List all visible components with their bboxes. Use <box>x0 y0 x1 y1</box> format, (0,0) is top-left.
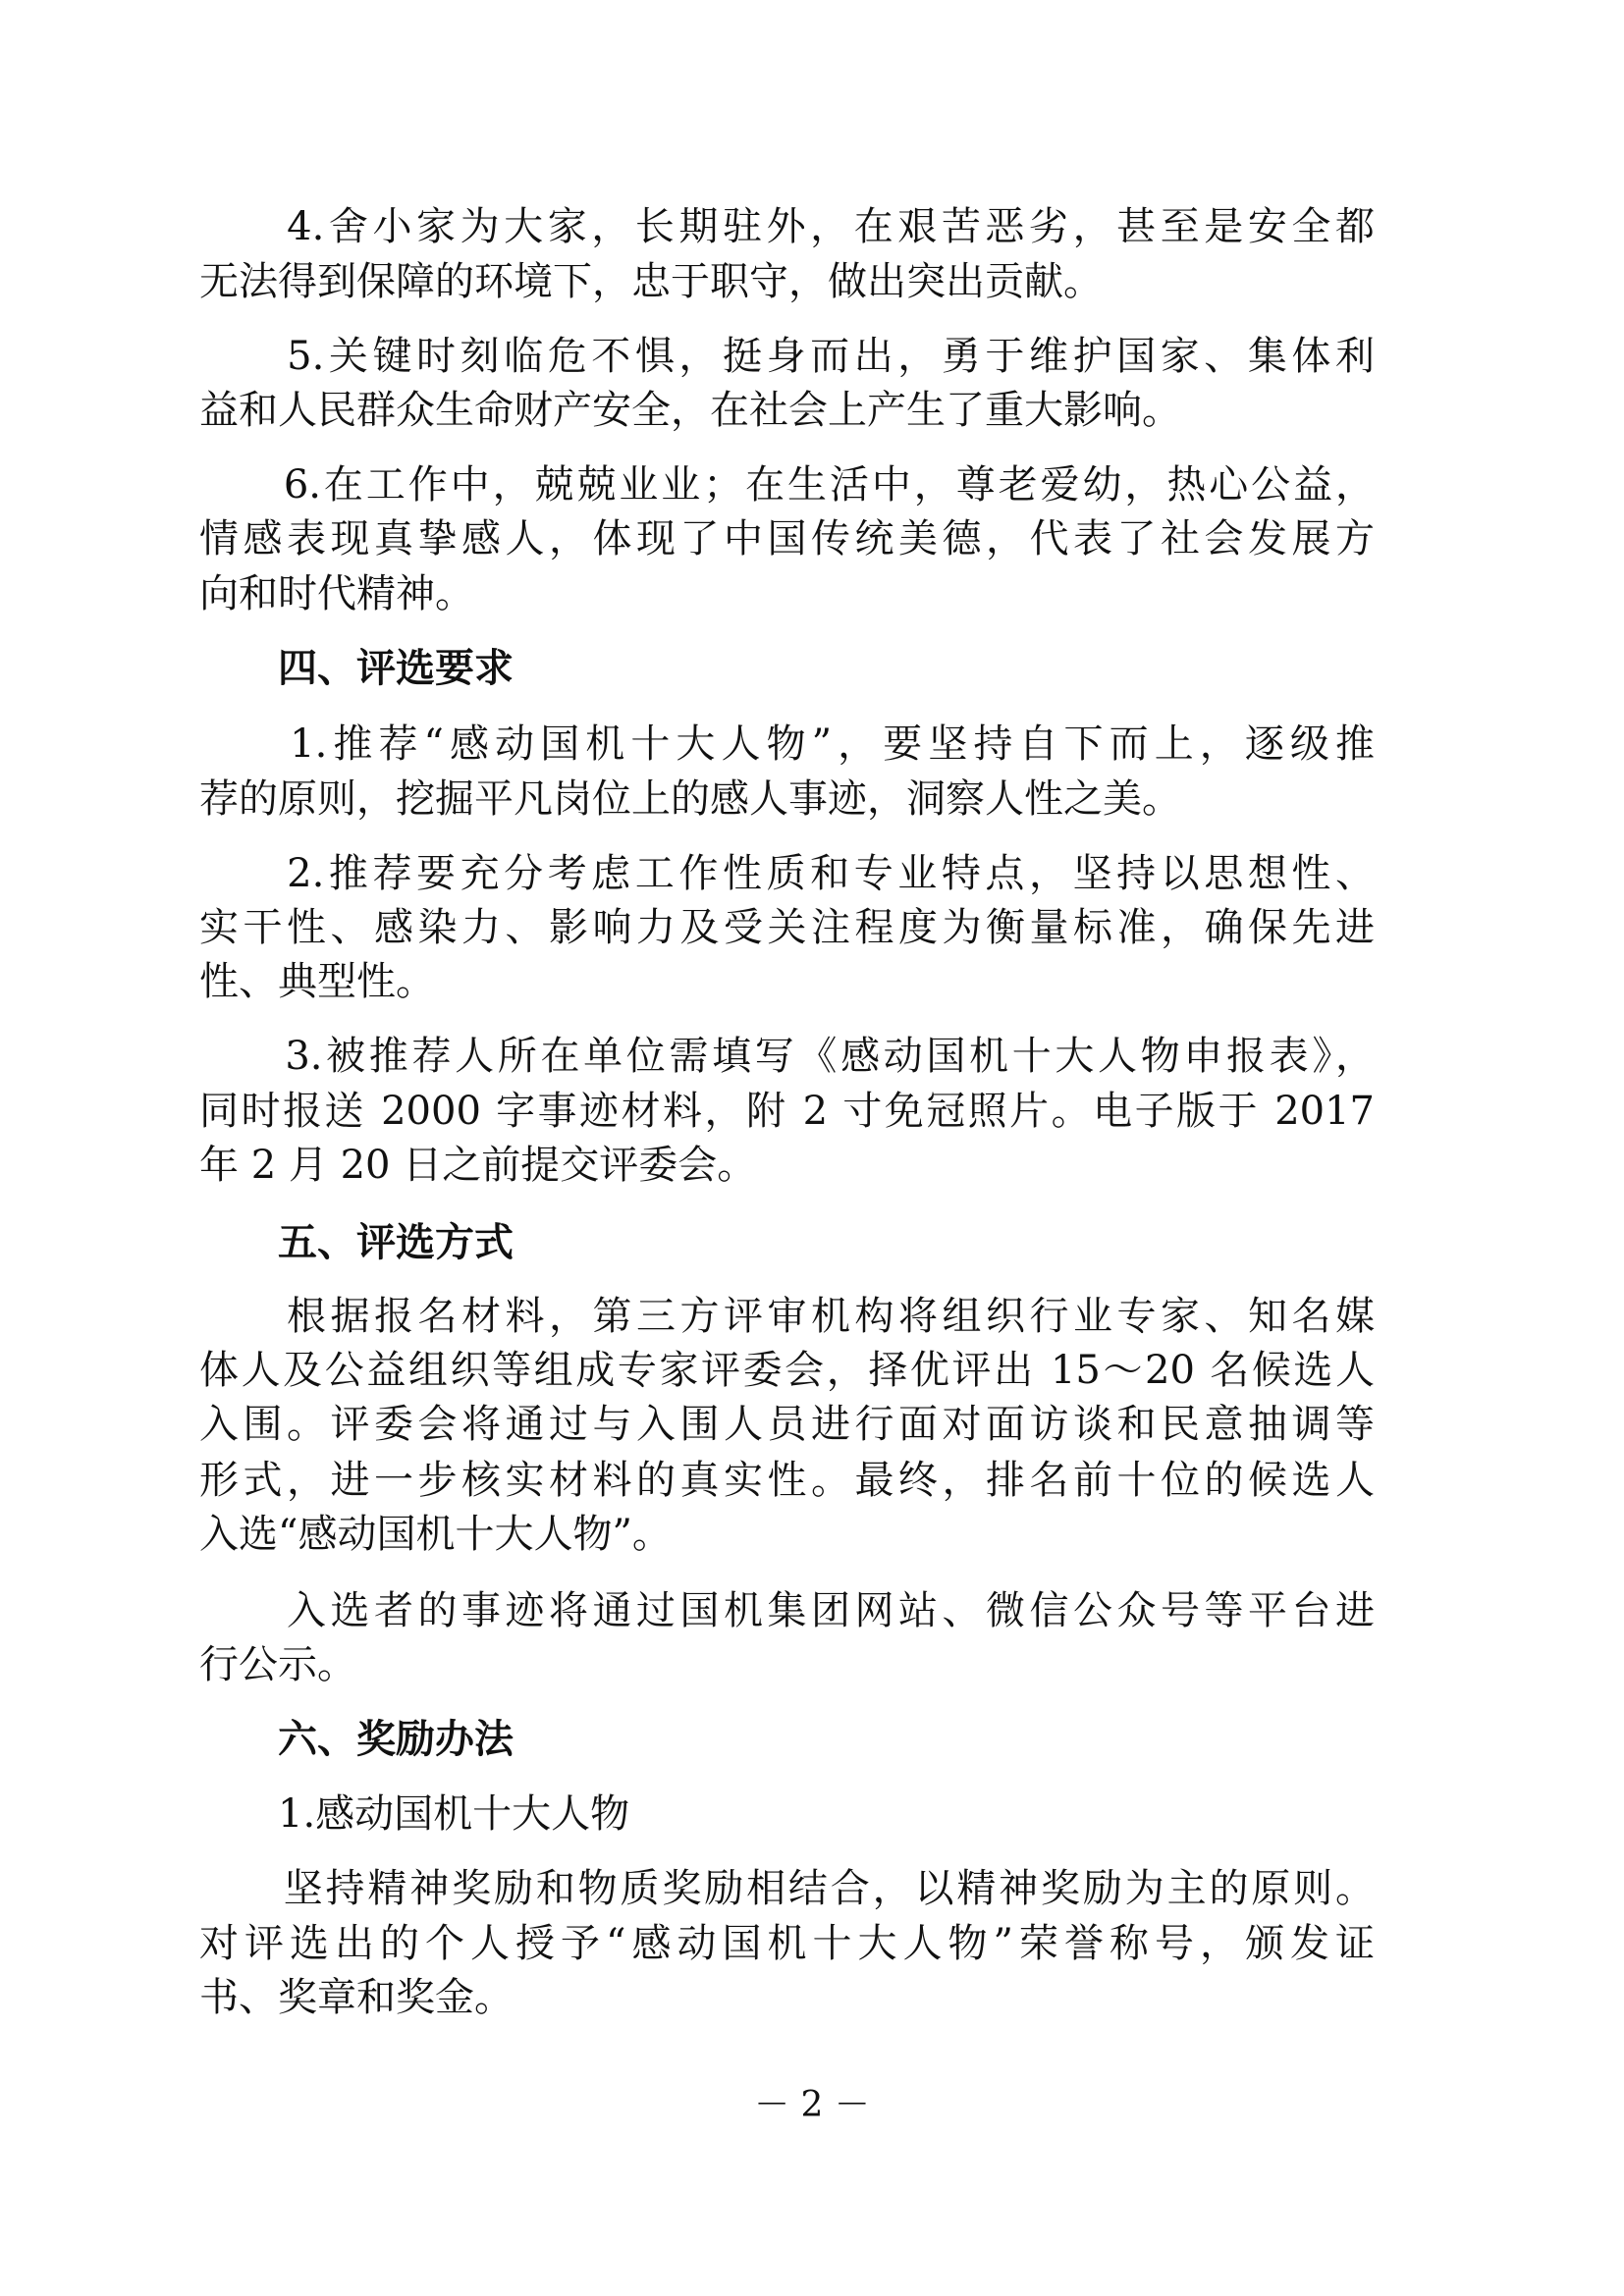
text-line: 实干性、感染力、影响力及受关注程度为衡量标准，确保先进 <box>199 905 1375 950</box>
text-line: 年 2 月 20 日之前提交评委会。 <box>199 1143 757 1188</box>
text-line: 坚持精神奖励和物质奖励相结合，以精神奖励为主的原则。 <box>199 1866 1375 1911</box>
text-line: 3.被推荐人所在单位需填写《感动国机十大人物申报表》， <box>199 1034 1375 1079</box>
section-heading: 五、评选方式 <box>199 1220 514 1265</box>
text-line: 5.关键时刻临危不惧，挺身而出，勇于维护国家、集体利 <box>199 334 1375 379</box>
text-line: 6.在工作中，兢兢业业；在生活中，尊老爱幼，热心公益， <box>199 462 1375 507</box>
text-line: 1.推荐“感动国机十大人物”，要坚持自下而上，逐级推 <box>199 721 1375 767</box>
text-line: 4.舍小家为大家，长期驻外，在艰苦恶劣，甚至是安全都 <box>199 204 1375 249</box>
text-line: 同时报送 2000 字事迹材料，附 2 寸免冠照片。电子版于 2017 <box>199 1089 1375 1134</box>
text-line: 情感表现真挚感人，体现了中国传统美德，代表了社会发展方 <box>199 516 1375 561</box>
text-line: 1.感动国机十大人物 <box>199 1791 630 1837</box>
page-number: － 2 － <box>754 2085 870 2125</box>
text-line: 向和时代精神。 <box>199 571 474 616</box>
text-line: 行公示。 <box>199 1642 356 1687</box>
text-line: 无法得到保障的环境下，忠于职守，做出突出贡献。 <box>199 259 1103 304</box>
text-line: 入选者的事迹将通过国机集团网站、微信公众号等平台进 <box>199 1588 1375 1633</box>
text-line: 2.推荐要充分考虑工作性质和专业特点，坚持以思想性、 <box>199 851 1375 896</box>
section-heading: 六、奖励办法 <box>199 1717 514 1762</box>
text-line: 体人及公益组织等组成专家评委会，择优评出 15～20 名候选人 <box>199 1348 1375 1393</box>
text-line: 形式，进一步核实材料的真实性。最终，排名前十位的候选人 <box>199 1458 1375 1503</box>
text-line: 性、典型性。 <box>199 959 435 1004</box>
text-line: 入选“感动国机十大人物”。 <box>199 1512 672 1557</box>
text-line: 荐的原则，挖掘平凡岗位上的感人事迹，洞察人性之美。 <box>199 776 1181 822</box>
text-line: 书、奖章和奖金。 <box>199 1975 514 2020</box>
text-line: 入围。评委会将通过与入围人员进行面对面访谈和民意抽调等 <box>199 1402 1375 1447</box>
section-heading: 四、评选要求 <box>199 646 514 691</box>
text-line: 对评选出的个人授予“感动国机十大人物”荣誉称号，颁发证 <box>199 1921 1375 1966</box>
text-line: 益和人民群众生命财产安全，在社会上产生了重大影响。 <box>199 388 1181 433</box>
text-line: 根据报名材料，第三方评审机构将组织行业专家、知名媒 <box>199 1294 1375 1339</box>
